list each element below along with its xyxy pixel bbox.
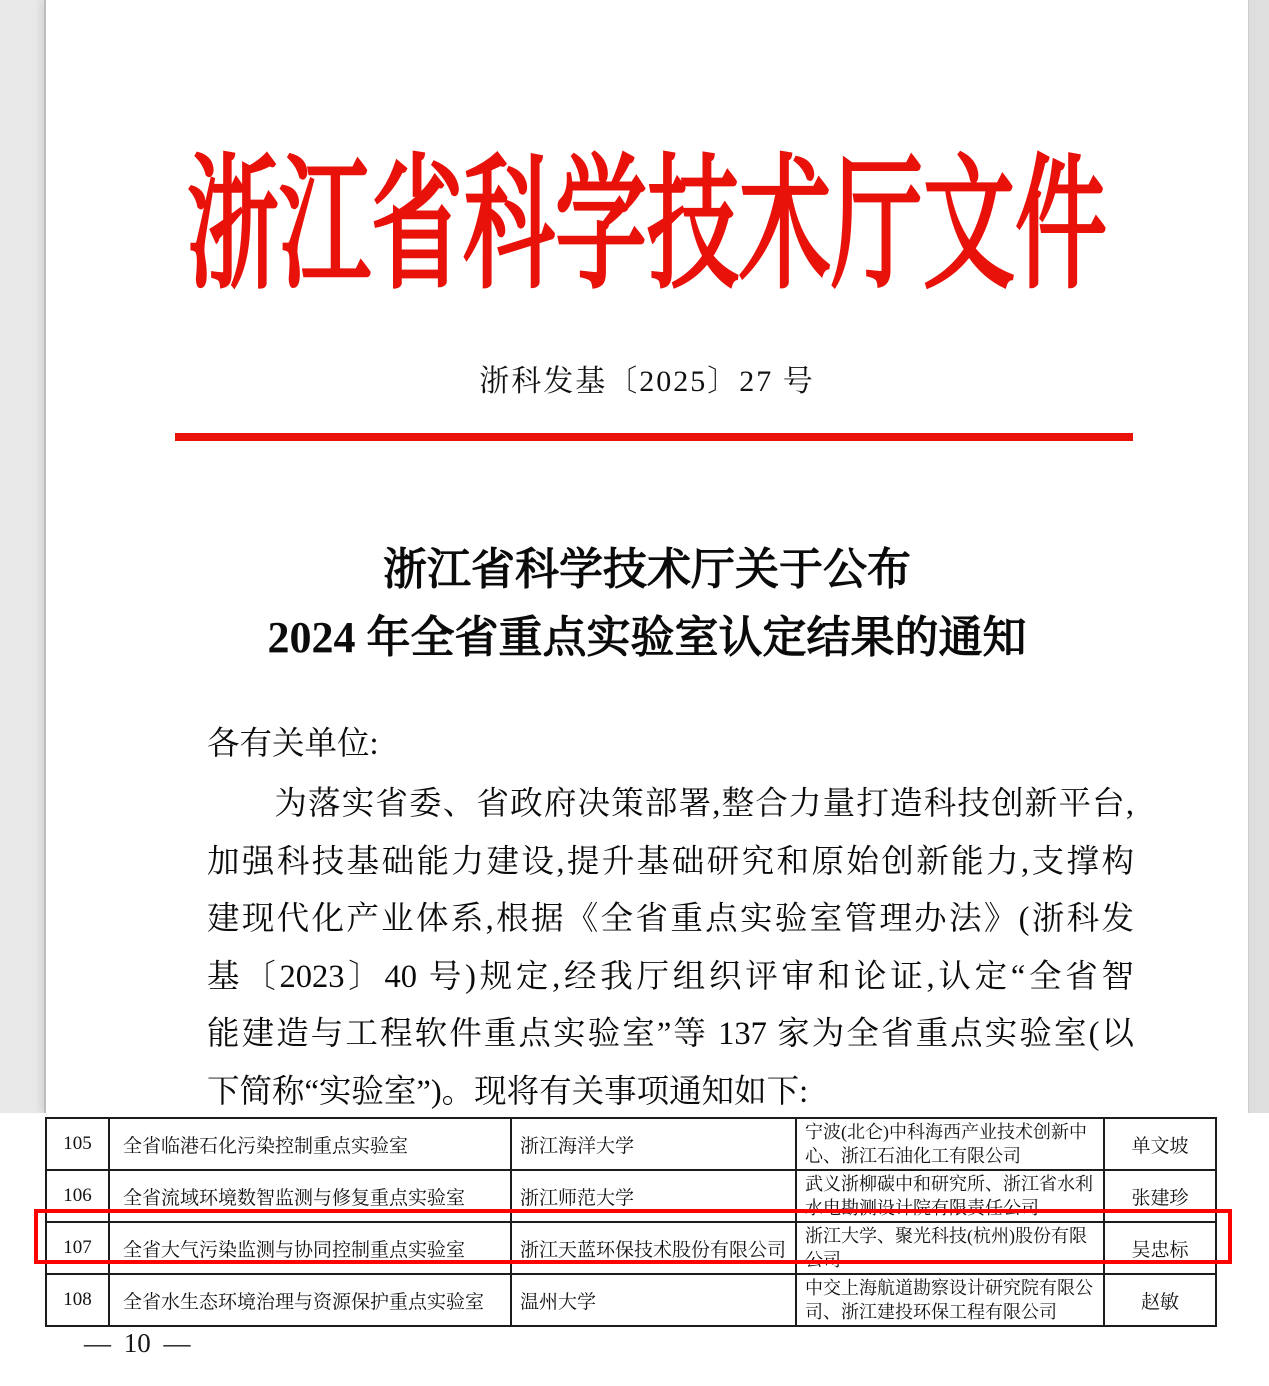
lab-name-cell: 全省流域环境数智监测与修复重点实验室 [109, 1170, 511, 1222]
notice-title-line-1: 浙江省科学技术厅关于公布 [383, 545, 911, 594]
row-number-cell: 107 [46, 1222, 109, 1274]
director-cell: 赵敏 [1104, 1274, 1216, 1326]
body-paragraph [207, 776, 1134, 1122]
salutation: 各有关单位: [207, 726, 379, 762]
body-line: 基〔2023〕40 号)规定,经我厅组织评审和论证,认定“全省智 [207, 958, 1134, 995]
partner-units-cell: 武义浙柳碳中和研究所、浙江省水利水电勘测设计院有限责任公司 [796, 1170, 1104, 1222]
lead-unit-cell: 浙江海洋大学 [511, 1118, 796, 1170]
row-number-cell: 108 [46, 1274, 109, 1326]
notice-title-line-2: 2024 年全省重点实验室认定结果的通知 [267, 613, 1027, 662]
body-line: 能建造与工程软件重点实验室”等 137 家为全省重点实验室(以 [207, 1016, 1134, 1053]
laboratory-table-section [0, 1113, 1269, 1386]
agency-letterhead-title: 浙江省科学技术厅文件 [186, 145, 1107, 307]
row-number-cell: 106 [46, 1170, 109, 1222]
body-line: 为落实省委、省政府决策部署,整合力量打造科技创新平台, [207, 786, 1134, 822]
document-page [44, 0, 1249, 1113]
director-cell: 张建珍 [1104, 1170, 1216, 1222]
lab-name-cell: 全省大气污染监测与协同控制重点实验室 [109, 1222, 511, 1274]
lead-unit-cell: 浙江天蓝环保技术股份有限公司 [511, 1222, 796, 1274]
body-line: 下简称“实验室”)。现将有关事项通知如下: [207, 1073, 809, 1110]
partner-units-cell: 宁波(北仑)中科海西产业技术创新中心、浙江石油化工有限公司 [796, 1118, 1104, 1170]
body-line: 建现代化产业体系,根据《全省重点实验室管理办法》(浙科发 [207, 901, 1134, 938]
laboratory-list-table [45, 1117, 1217, 1327]
row-number-cell: 105 [46, 1118, 109, 1170]
body-line: 加强科技基础能力建设,提升基础研究和原始创新能力,支撑构 [207, 843, 1134, 880]
page-number: — 10 — [84, 1328, 191, 1358]
lab-name-cell: 全省临港石化污染控制重点实验室 [109, 1118, 511, 1170]
table-row [46, 1170, 1216, 1222]
document-reference-number: 浙科发基〔2025〕27 号 [479, 365, 815, 398]
table-row [46, 1118, 1216, 1170]
director-cell: 吴忠标 [1104, 1222, 1216, 1274]
director-cell: 单文坡 [1104, 1118, 1216, 1170]
partner-units-cell: 中交上海航道勘察设计研究院有限公司、浙江建投环保工程有限公司 [796, 1274, 1104, 1326]
lead-unit-cell: 温州大学 [511, 1274, 796, 1326]
table-row [46, 1274, 1216, 1326]
partner-units-cell: 浙江大学、聚光科技(杭州)股份有限公司 [796, 1222, 1104, 1274]
lab-name-cell: 全省水生态环境治理与资源保护重点实验室 [109, 1274, 511, 1326]
lead-unit-cell: 浙江师范大学 [511, 1170, 796, 1222]
table-row-highlighted [46, 1222, 1216, 1274]
letterhead-red-rule [175, 433, 1133, 441]
